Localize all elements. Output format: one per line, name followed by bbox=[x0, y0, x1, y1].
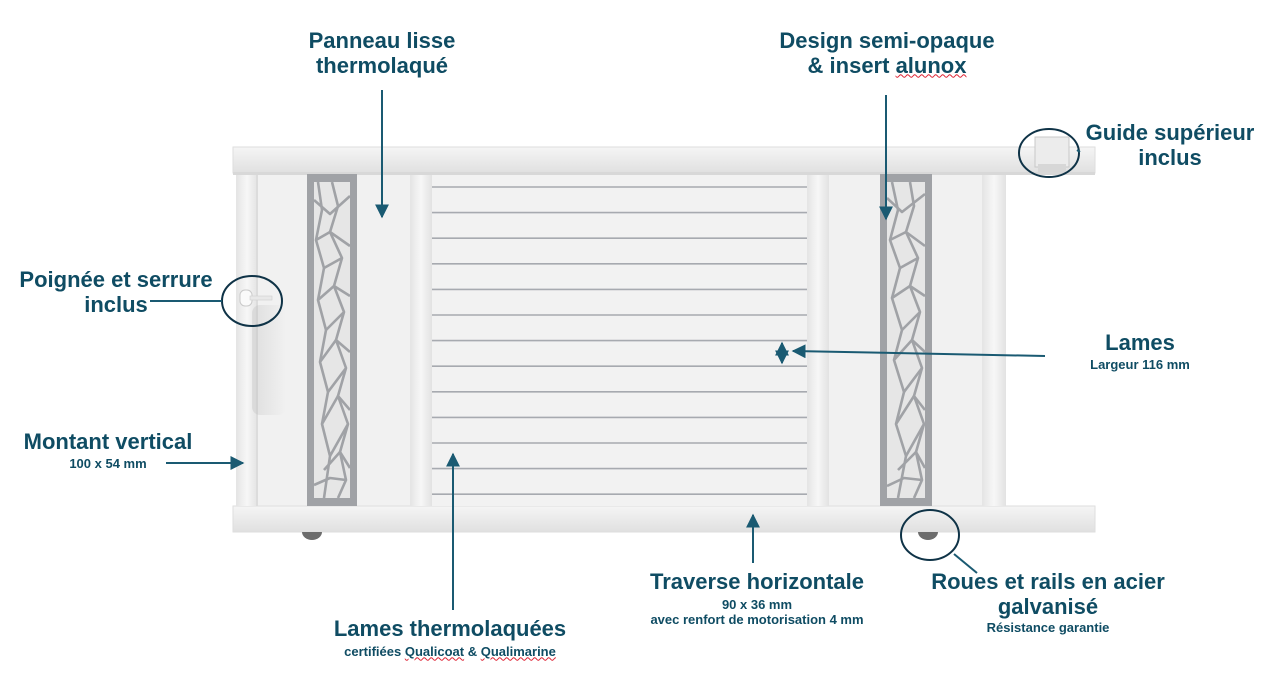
label-lames bbox=[1060, 331, 1220, 372]
label-design-line2a: & insert bbox=[807, 52, 896, 78]
label-lames-thermo-sub bbox=[300, 645, 600, 660]
label-design-line1: Design semi-opaque bbox=[779, 28, 995, 53]
left-inner-post bbox=[410, 175, 432, 506]
label-roues-line2: galvanisé bbox=[997, 593, 1099, 619]
label-panneau-line2: thermolaqué bbox=[315, 52, 449, 78]
top-rail bbox=[233, 147, 1095, 173]
left-alunox-insert bbox=[307, 174, 357, 506]
top-rail-shadow bbox=[233, 172, 1095, 175]
label-roues bbox=[910, 570, 1186, 636]
label-traverse bbox=[610, 570, 904, 628]
label-lames-thermo-sub-c: & bbox=[464, 643, 481, 659]
label-guide bbox=[1072, 121, 1268, 170]
label-poignee bbox=[4, 268, 228, 317]
label-design-alunox: alunox bbox=[895, 52, 967, 78]
label-poignee-line2: inclus bbox=[84, 291, 148, 317]
right-inner-post bbox=[807, 175, 829, 506]
label-lames-thermo bbox=[300, 617, 600, 659]
label-lames-thermo-sub-a: certifiées bbox=[344, 643, 405, 659]
label-panneau bbox=[282, 29, 482, 78]
label-lames-thermo-title: Lames thermolaquées bbox=[333, 616, 567, 641]
right-vertical-post bbox=[982, 175, 1006, 506]
label-traverse-sub1: 90 x 36 mm bbox=[721, 596, 793, 612]
label-montant bbox=[6, 430, 210, 471]
label-roues-sub: Résistance garantie bbox=[986, 620, 1110, 636]
label-guide-line1: Guide supérieur bbox=[1085, 120, 1255, 145]
label-poignee-line1: Poignée et serrure bbox=[19, 267, 213, 292]
label-qualimarine: Qualimarine bbox=[480, 643, 556, 659]
label-lames-title: Lames bbox=[1105, 330, 1175, 355]
label-lames-sub: Largeur 116 mm bbox=[1090, 356, 1190, 372]
bottom-rail bbox=[233, 506, 1095, 532]
label-design bbox=[757, 29, 1017, 78]
label-montant-sub: 100 x 54 mm bbox=[69, 455, 147, 471]
right-alunox-insert bbox=[880, 174, 932, 506]
label-qualicoat: Qualicoat bbox=[404, 643, 465, 659]
wheel-left bbox=[302, 532, 322, 540]
label-panneau-line1: Panneau lisse bbox=[308, 28, 456, 53]
label-roues-line1: Roues et rails en acier bbox=[931, 569, 1165, 594]
label-montant-title: Montant vertical bbox=[23, 429, 193, 454]
wheel-right bbox=[918, 532, 938, 540]
upper-guide-bracket bbox=[1035, 137, 1069, 172]
label-design-line2 bbox=[757, 54, 1017, 79]
label-traverse-title: Traverse horizontale bbox=[650, 569, 864, 594]
label-guide-line2: inclus bbox=[1138, 144, 1202, 170]
label-traverse-sub2: avec renfort de motorisation 4 mm bbox=[650, 612, 864, 628]
